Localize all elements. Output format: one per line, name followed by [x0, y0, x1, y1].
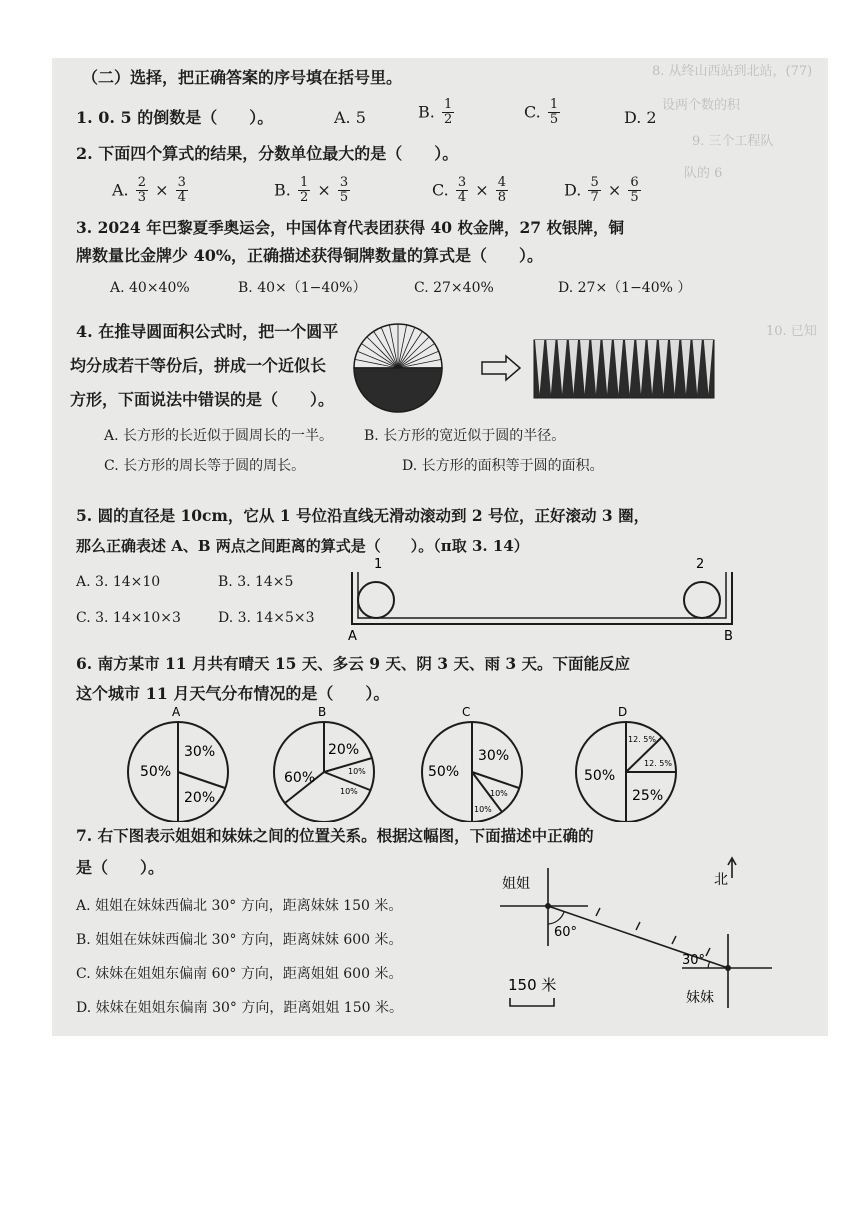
label-scale: 150 米 [508, 976, 557, 994]
pie-a-slice-50: 50% [140, 764, 172, 780]
pie-a-label: A [172, 705, 181, 719]
q3-option-d: D. 27×（1−40% ） [558, 280, 692, 296]
q7-line2: 是（ ）。 [76, 858, 165, 877]
q1-stem: 1. 0. 5 的倒数是（ ）。 [76, 108, 274, 127]
label-north: 北 [714, 872, 728, 888]
pie-c-slice-30: 30% [478, 748, 510, 764]
pie-c-slice-50: 50% [428, 764, 460, 780]
pie-c-slice-10a: 10% [490, 789, 508, 798]
q7-line1: 7. 右下图表示姐姐和妹妹之间的位置关系。根据这幅图，下面描述中正确的 [76, 826, 594, 845]
position-label-2: 2 [696, 557, 705, 572]
label-angle-60: 60° [554, 925, 578, 940]
q5-option-c: C. 3. 14×10×3 [76, 610, 181, 626]
q4-line2: 均分成若干等份后，拼成一个近似长 [70, 356, 327, 375]
pie-c-label: C [462, 705, 471, 719]
q4-option-c: C. 长方形的周长等于圆的周长。 [104, 458, 306, 474]
label-angle-30: 30° [682, 953, 706, 968]
rolling-circle-figure [344, 554, 740, 644]
q1-option-a: A. 5 [334, 108, 366, 127]
q5-option-d: D. 3. 14×5×3 [218, 610, 315, 626]
pie-a-slice-20: 20% [184, 790, 216, 806]
q1-option-c: C. $\frac{1}{5}$ [524, 97, 559, 127]
q2-stem: 2. 下面四个算式的结果，分数单位最大的是（ ）。 [76, 144, 459, 163]
pie-c-slice-10b: 10% [474, 805, 492, 814]
pie-d-label: D [618, 705, 628, 719]
pie-chart-b [268, 702, 380, 822]
q2-option-d: D. $\frac{5}{7}$ × $\frac{6}{5}$ [564, 175, 639, 205]
pie-d-slice-50: 50% [584, 768, 616, 784]
pie-b-slice-60: 60% [284, 770, 316, 786]
q5-line1: 5. 圆的直径是 10cm，它从 1 号位沿直线无滑动滚动到 2 号位，正好滚动 3 圈， [76, 506, 650, 525]
angle-arc-60 [548, 912, 564, 924]
approx-rectangle [534, 340, 714, 398]
q2-option-a: A. $\frac{2}{3}$ × $\frac{3}{4}$ [112, 175, 186, 205]
direction-diagram [496, 854, 786, 1022]
pie-d-slice-25: 25% [632, 788, 664, 804]
north-arrow-icon [728, 858, 736, 878]
pie-b-slice-10b: 10% [340, 787, 358, 796]
q2-option-c: C. $\frac{3}{4}$ × $\frac{4}{8}$ [432, 175, 507, 205]
q1-option-b: B. $\frac{1}{2}$ [418, 97, 453, 127]
label-jiejie: 姐姐 [502, 876, 530, 892]
pie-b-label: B [318, 705, 327, 719]
q7-option-c: C. 妹妹在姐姐东偏南 60° 方向，距离姐姐 600 米。 [76, 966, 403, 982]
q3-line1: 3. 2024 年巴黎夏季奥运会，中国体育代表团获得 40 枚金牌，27 枚银牌，铜 [76, 218, 624, 237]
pie-b-slice-10a: 10% [348, 767, 366, 776]
q6-line1: 6. 南方某市 11 月共有晴天 15 天、多云 9 天、阴 3 天、雨 3 天。下面能反应 [76, 654, 631, 673]
q5-option-b: B. 3. 14×5 [218, 574, 294, 590]
point-label-b: B [724, 629, 733, 644]
position-label-1: 1 [374, 557, 383, 572]
right-arrow-icon [482, 356, 520, 380]
label-meimei: 妹妹 [686, 990, 714, 1006]
sectored-circle [354, 324, 442, 412]
q3-line2: 牌数量比金牌少 40%，正确描述获得铜牌数量的算式是（ ）。 [76, 246, 544, 265]
exam-sheet [52, 58, 828, 1036]
pie-d-slice-12-5b: 12. 5% [644, 759, 672, 768]
q4-line3: 方形，下面说法中错误的是（ ）。 [70, 390, 335, 409]
circle-to-rectangle-figure [350, 320, 780, 416]
bleed-text: 10. 已知 [766, 324, 817, 339]
q5-line2: 那么正确表述 A、B 两点之间距离的算式是（ ）。（π取 3. 14） [76, 537, 529, 555]
pie-b-slice-20: 20% [328, 742, 360, 758]
q7-option-d: D. 妹妹在姐姐东偏南 30° 方向，距离姐姐 150 米。 [76, 1000, 403, 1016]
q5-option-a: A. 3. 14×10 [76, 574, 161, 590]
pie-d-slice-12-5a: 12. 5% [628, 735, 656, 744]
section-header: （二）选择，把正确答案的序号填在括号里。 [82, 68, 403, 87]
q4-option-b: B. 长方形的宽近似于圆的半径。 [364, 428, 566, 444]
pie-chart-c [416, 702, 528, 822]
q1-option-d: D. 2 [624, 108, 657, 127]
pie-chart-d [570, 702, 682, 822]
track [352, 572, 732, 624]
pie-a-slice-30: 30% [184, 744, 216, 760]
circle-position-2 [684, 582, 720, 618]
q6-line2: 这个城市 11 月天气分布情况的是（ ）。 [76, 684, 390, 703]
circle-position-1 [358, 582, 394, 618]
q3-option-b: B. 40×（1−40%） [238, 280, 367, 296]
q4-line1: 4. 在推导圆面积公式时，把一个圆平 [76, 322, 339, 341]
q3-option-a: A. 40×40% [110, 280, 190, 296]
bleed-text: 设两个数的积 [662, 98, 741, 113]
q3-option-c: C. 27×40% [414, 280, 494, 296]
q4-option-d: D. 长方形的面积等于圆的面积。 [402, 458, 604, 474]
q7-option-b: B. 姐姐在妹妹西偏北 30° 方向，距离妹妹 600 米。 [76, 932, 403, 948]
pie-chart-a [122, 702, 234, 822]
bleed-text: 8. 从终山西站到北站，(77) [652, 64, 813, 79]
point-label-a: A [348, 629, 357, 644]
bleed-text: 9. 三个工程队 [692, 134, 774, 149]
bleed-text: 队的 6 [684, 166, 723, 181]
q2-option-b: B. $\frac{1}{2}$ × $\frac{3}{5}$ [274, 175, 349, 205]
q7-option-a: A. 姐姐在妹妹西偏北 30° 方向，距离妹妹 150 米。 [76, 898, 403, 914]
q4-option-a: A. 长方形的长近似于圆周长的一半。 [104, 428, 334, 444]
scale-bar [510, 998, 554, 1006]
